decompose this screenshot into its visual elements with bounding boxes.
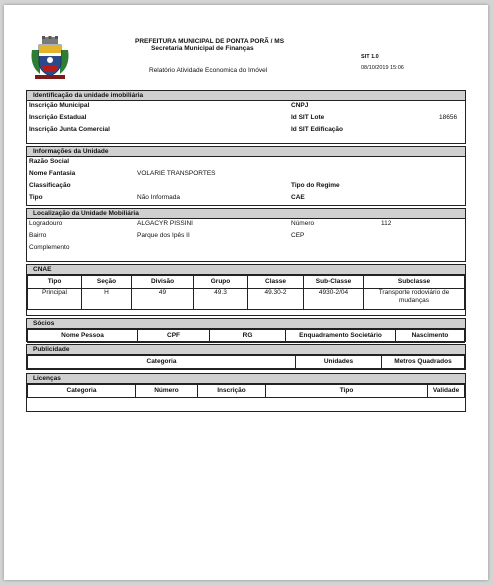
header-tipo: Tipo <box>28 276 82 289</box>
section-title: Localização da Unidade Mobiliária <box>27 209 465 219</box>
header-categoria: Categoria <box>28 356 296 369</box>
table-header-row <box>28 330 465 343</box>
table-header-row <box>28 385 465 398</box>
header-categoria: Categoria <box>28 385 136 398</box>
label-id-sit-edificacao: Id SIT Edificação <box>291 126 344 133</box>
label-cae: CAE <box>291 194 305 201</box>
section-cnae <box>26 264 466 316</box>
section-localizacao <box>26 208 466 262</box>
header-divisao: Divisão <box>132 276 194 289</box>
section-licencas <box>26 373 466 412</box>
header-inscricao: Inscrição <box>198 385 266 398</box>
header-sub-classe: Sub-Classe <box>304 276 364 289</box>
label-inscricao-junta: Inscrição Junta Comercial <box>29 126 110 133</box>
header-unidades: Unidades <box>296 356 382 369</box>
report-title: Relatório Atividade Economica do Imóvel <box>149 67 268 74</box>
section-publicidade <box>26 344 466 370</box>
table-header-row <box>28 276 465 289</box>
value-logradouro: ALGACYR PISSINI <box>137 220 193 227</box>
value-numero: 112 <box>381 220 392 227</box>
cell-subclasse: Transporte rodoviário de mudanças <box>364 289 465 310</box>
cell-classe: 49.30-2 <box>248 289 304 310</box>
label-numero: Número <box>291 220 315 227</box>
label-cep: CEP <box>291 232 305 239</box>
header-grupo: Grupo <box>194 276 248 289</box>
licencas-table <box>27 384 465 398</box>
header-secao: Seção <box>82 276 132 289</box>
cell-sub-classe: 4930-2/04 <box>304 289 364 310</box>
value-nome-fantasia: VOLARIE TRANSPORTES <box>137 170 216 177</box>
label-tipo-regime: Tipo do Regime <box>291 182 340 189</box>
label-nome-fantasia: Nome Fantasia <box>29 170 76 177</box>
header-subclasse: Subclasse <box>364 276 465 289</box>
header-enquadramento: Enquadramento Societário <box>286 330 396 343</box>
value-id-sit-lote: 18656 <box>439 114 458 121</box>
section-title: Informações da Unidade <box>27 147 465 157</box>
report-timestamp: 08/10/2019 15:06 <box>361 65 404 71</box>
label-bairro: Bairro <box>29 232 47 239</box>
header-metros-quadrados: Metros Quadrados <box>382 356 465 369</box>
header-classe: Classe <box>248 276 304 289</box>
label-logradouro: Logradouro <box>29 220 63 227</box>
label-razao-social: Razão Social <box>29 158 70 165</box>
value-tipo: Não Informada <box>137 194 180 201</box>
label-id-sit-lote: Id SIT Lote <box>291 114 325 121</box>
document-page <box>4 5 488 580</box>
dept-title: Secretaria Municipal de Finanças <box>151 45 254 52</box>
header-cpf: CPF <box>138 330 210 343</box>
section-title: Publicidade <box>27 345 465 355</box>
section-informacoes <box>26 146 466 206</box>
label-complemento: Complemento <box>29 244 70 251</box>
org-title: PREFEITURA MUNICIPAL DE PONTA PORÃ / MS <box>135 38 285 45</box>
label-cnpj: CNPJ <box>291 102 309 109</box>
municipal-crest-logo <box>30 36 70 80</box>
cell-secao: H <box>82 289 132 310</box>
header-numero: Número <box>136 385 198 398</box>
section-title: CNAE <box>27 265 465 275</box>
section-title: Licenças <box>27 374 465 384</box>
header-rg: RG <box>210 330 286 343</box>
socios-table <box>27 329 465 343</box>
cnae-table <box>27 275 465 310</box>
cell-divisao: 49 <box>132 289 194 310</box>
table-header-row <box>28 356 465 369</box>
system-code: SIT 1.0 <box>361 54 379 60</box>
label-inscricao-municipal: Inscrição Municipal <box>29 102 90 109</box>
table-row <box>28 289 465 310</box>
label-classificacao: Classificação <box>29 182 71 189</box>
section-title: Identificação da unidade imobiliária <box>27 91 465 101</box>
section-identificacao <box>26 90 466 144</box>
label-tipo: Tipo <box>29 194 43 201</box>
cell-grupo: 49.3 <box>194 289 248 310</box>
header-tipo: Tipo <box>266 385 428 398</box>
header-nome-pessoa: Nome Pessoa <box>28 330 138 343</box>
section-title: Sócios <box>27 319 465 329</box>
header-nascimento: Nascimento <box>396 330 465 343</box>
cell-tipo: Principal <box>28 289 82 310</box>
publicidade-table <box>27 355 465 369</box>
value-bairro: Parque dos Ipês II <box>137 232 190 239</box>
section-socios <box>26 318 466 342</box>
label-inscricao-estadual: Inscrição Estadual <box>29 114 87 121</box>
header-validade: Validade <box>428 385 465 398</box>
